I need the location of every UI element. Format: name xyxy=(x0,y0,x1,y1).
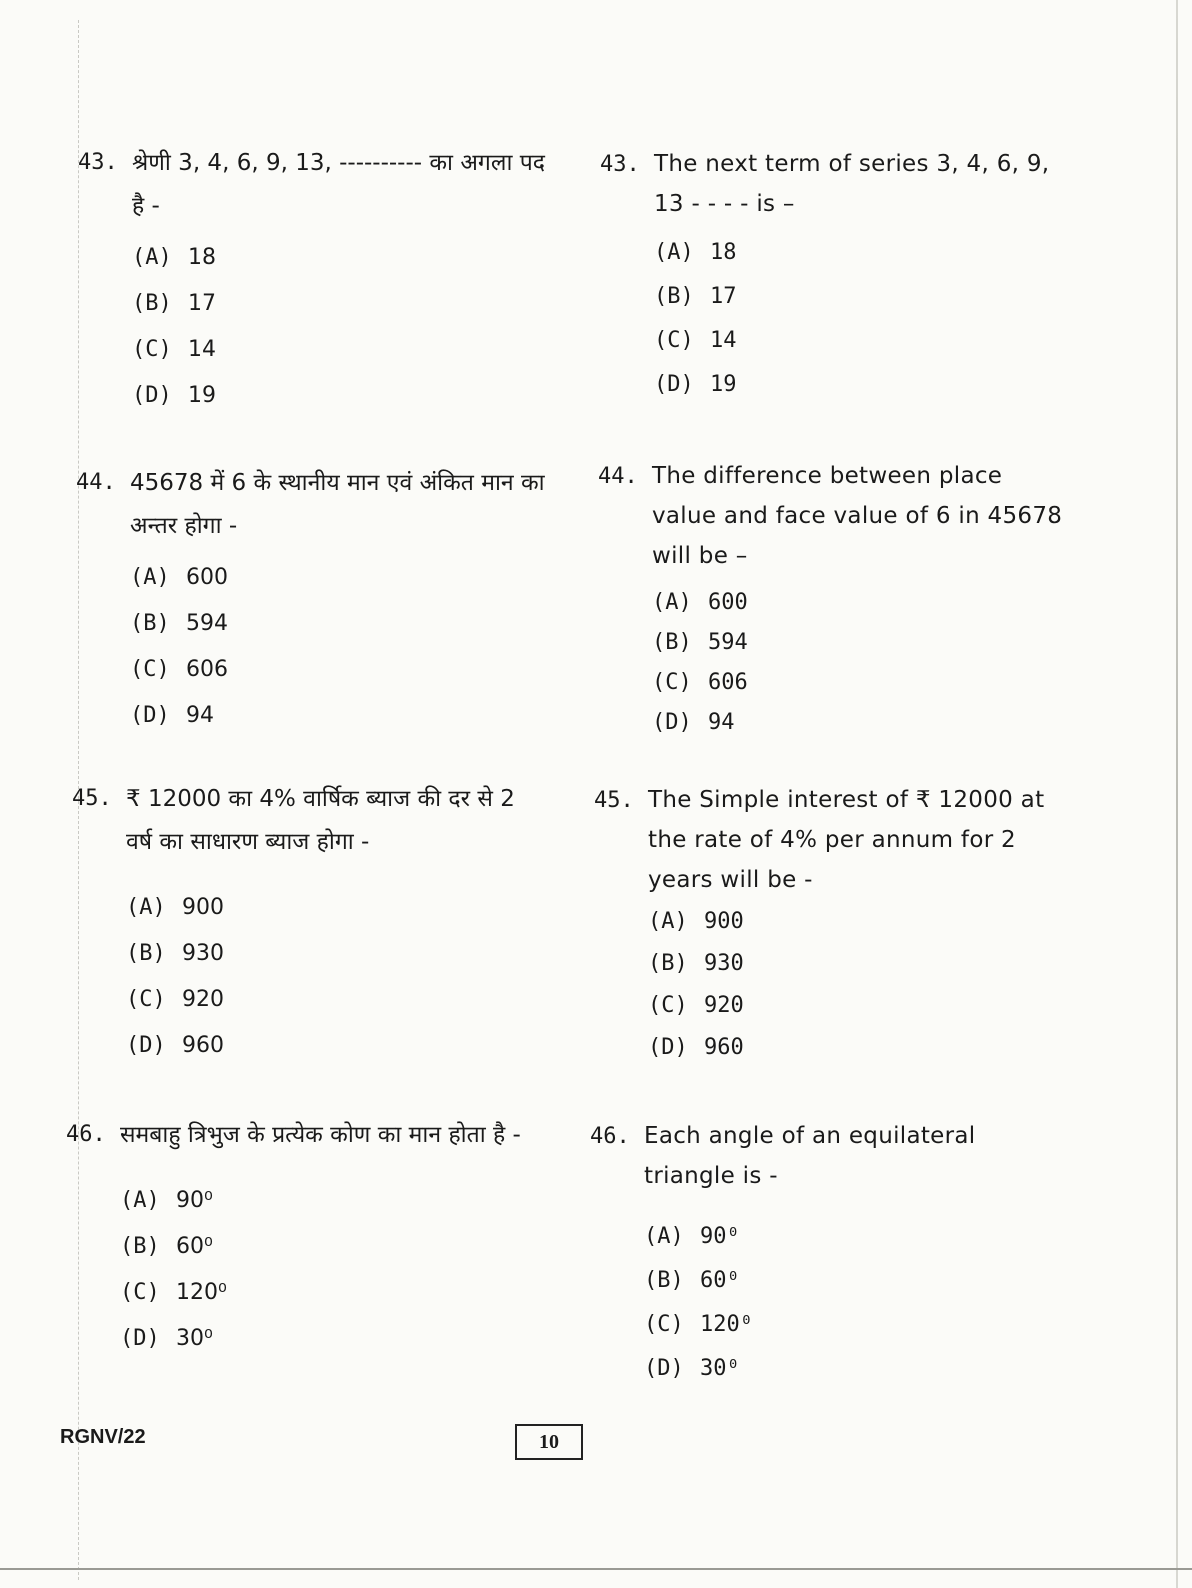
question-number: 44. xyxy=(598,464,638,489)
question-number: 43. xyxy=(600,152,640,177)
question-44-hindi xyxy=(76,462,546,738)
option-a: (A) 90⁰ xyxy=(120,1187,213,1213)
question-number: 45. xyxy=(72,786,112,811)
option-a: (A) 600 xyxy=(652,589,748,615)
question-stem: ₹ 12000 का 4% वार्षिक ब्याज की दर से 2 वर्ष का साधारण ब्याज होगा - xyxy=(126,786,515,855)
option-c: (C) 120⁰ xyxy=(120,1279,227,1305)
question-46-english xyxy=(590,1116,1060,1390)
options-list xyxy=(652,582,1068,742)
option-d: (D) 960 xyxy=(648,1034,744,1060)
option-a: (A) 600 xyxy=(130,564,228,590)
option-a: (A) 90⁰ xyxy=(644,1223,740,1249)
options-list xyxy=(130,554,546,738)
option-c: (C) 606 xyxy=(130,656,228,682)
options-list xyxy=(132,234,548,418)
question-number: 44. xyxy=(76,470,116,495)
option-a: (A) 18 xyxy=(654,239,737,265)
question-43-english xyxy=(600,144,1070,406)
option-b: (B) 17 xyxy=(654,283,737,309)
options-list xyxy=(120,1177,536,1361)
question-45-english xyxy=(594,780,1064,1068)
option-d: (D) 30⁰ xyxy=(120,1325,213,1351)
question-44-english xyxy=(598,456,1068,742)
option-b: (B) 60⁰ xyxy=(644,1267,740,1293)
question-number: 46. xyxy=(66,1122,106,1147)
question-number: 43. xyxy=(78,150,118,175)
options-list xyxy=(126,884,542,1068)
option-c: (C) 920 xyxy=(648,992,744,1018)
option-b: (B) 17 xyxy=(132,290,216,316)
option-d: (D) 19 xyxy=(132,382,216,408)
option-d: (D) 94 xyxy=(130,702,214,728)
paper-code: RGNV/22 xyxy=(60,1426,146,1448)
option-b: (B) 594 xyxy=(652,629,748,655)
question-46-hindi xyxy=(66,1114,536,1361)
options-list xyxy=(648,900,1064,1068)
option-b: (B) 594 xyxy=(130,610,228,636)
question-stem: Each angle of an equilateral triangle is - xyxy=(644,1123,976,1189)
option-a: (A) 900 xyxy=(126,894,224,920)
question-stem: The next term of series 3, 4, 6, 9, 13 - - - - is – xyxy=(654,151,1050,217)
options-list xyxy=(644,1214,1060,1390)
option-d: (D) 960 xyxy=(126,1032,224,1058)
option-c: (C) 606 xyxy=(652,669,748,695)
option-d: (D) 94 xyxy=(652,709,735,735)
page-bottom-edge xyxy=(0,1568,1192,1570)
option-c: (C) 14 xyxy=(132,336,216,362)
option-a: (A) 900 xyxy=(648,908,744,934)
question-45-hindi xyxy=(72,778,542,1068)
question-number: 46. xyxy=(590,1124,630,1149)
option-c: (C) 920 xyxy=(126,986,224,1012)
question-stem: The difference between place value and face value of 6 in 45678 will be – xyxy=(652,463,1063,569)
option-b: (B) 930 xyxy=(648,950,744,976)
question-stem: The Simple interest of ₹ 12000 at the rate of 4% per annum for 2 years will be - xyxy=(648,787,1045,893)
option-c: (C) 120⁰ xyxy=(644,1311,753,1337)
question-stem: 45678 में 6 के स्थानीय मान एवं अंकित मान का अन्तर होगा - xyxy=(130,470,545,539)
question-stem: श्रेणी 3, 4, 6, 9, 13, ---------- का अगला पद है - xyxy=(132,150,545,219)
option-d: (D) 19 xyxy=(654,371,737,397)
option-c: (C) 14 xyxy=(654,327,737,353)
options-list xyxy=(654,230,1070,406)
option-a: (A) 18 xyxy=(132,244,216,270)
question-43-hindi xyxy=(78,142,548,418)
option-d: (D) 30⁰ xyxy=(644,1355,740,1381)
page-number: 10 xyxy=(515,1424,583,1460)
page-edge xyxy=(1176,0,1178,1588)
option-b: (B) 60⁰ xyxy=(120,1233,213,1259)
question-stem: समबाहु त्रिभुज के प्रत्येक कोण का मान होता है - xyxy=(120,1122,521,1148)
option-b: (B) 930 xyxy=(126,940,224,966)
question-number: 45. xyxy=(594,788,634,813)
